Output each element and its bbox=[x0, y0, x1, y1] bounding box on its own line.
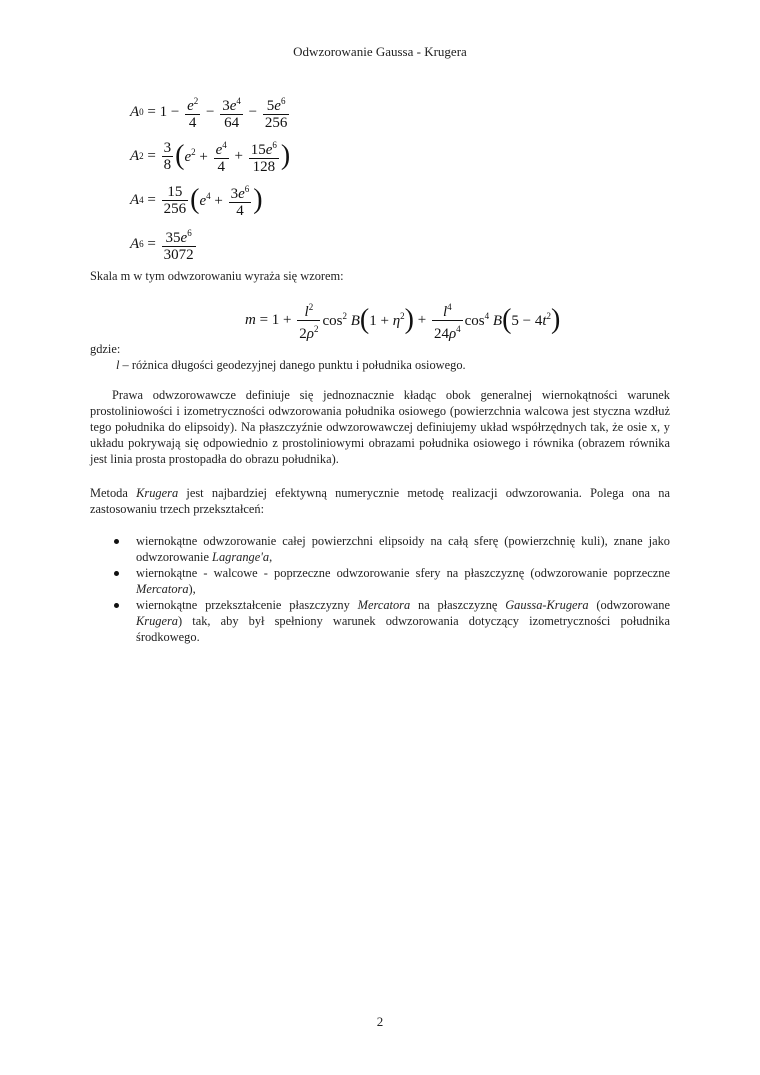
variable-l-definition: – różnica długości geodezyjnej danego punktu i południka osiowego. bbox=[119, 358, 466, 372]
eq-sub: 4 bbox=[139, 195, 144, 205]
item-italic: Krugera bbox=[136, 614, 178, 628]
paragraph-method bbox=[90, 485, 670, 517]
eq-lhs: A bbox=[130, 235, 140, 252]
item-text: na płaszczyznę bbox=[410, 598, 506, 612]
paragraph-definition: Prawa odwzorowawcze definiuje się jednoznacznie kładąc obok generalnej wiernokątności warunek prostoliniowości i izometryczności odwzorowania południka osiowego (powierzchnia walcowa jest styczna wzdłuż tego południka do elipsoidy). Na płaszczyźnie odwzorowawczej definiujemy układ współrzędnych tak, że osie x, y układu pokrywają się odpowiednio z prostoliniowymi obrazami południka osiowego i równika (obrazem równika jest linia prosta prostopadła do obrazu południka). bbox=[90, 388, 670, 466]
equation-A4: A 4 = $\frac{15}{256}$ ( $e^4$ + $\frac{3e^6}{4}$ ) bbox=[130, 178, 291, 222]
eq-lhs: A bbox=[130, 191, 140, 208]
variable-l: l bbox=[116, 358, 120, 372]
item-italic: Mercatora bbox=[136, 582, 189, 596]
item-text: wiernokątne - walcowe - poprzeczne odwzorowanie sfery na płaszczyznę (odwzorowanie poprzeczne bbox=[136, 566, 670, 580]
item-text: wiernokątne odwzorowanie całej powierzchni elipsoidy na całą sferę (powierzchnię kuli), znane jako odwzorowanie bbox=[136, 534, 670, 564]
list-item bbox=[90, 533, 670, 565]
item-text: , bbox=[269, 550, 273, 564]
equation-A2: A 2 = $\frac{3}{8}$ ( $e^2$ + $\frac{e^4}{4}$ + $\frac{15e^6}{128}$ ) bbox=[130, 134, 291, 178]
item-text: ), bbox=[188, 582, 196, 596]
bullet-icon bbox=[114, 539, 119, 544]
coefficients-block bbox=[130, 90, 291, 266]
bullet-icon bbox=[114, 603, 119, 608]
paragraph-method-start: Metoda bbox=[90, 486, 137, 500]
item-text: (odwzorowane bbox=[588, 598, 671, 612]
item-italic: Lagrange'a bbox=[212, 550, 270, 564]
bullet-icon bbox=[114, 571, 119, 576]
variable-definition bbox=[116, 357, 676, 373]
equation-A0: A 0 = 1 − $\frac{e^2}{4}$ − $\frac{3e^4}{64}$ − $\frac{5e^6}{256}$ bbox=[130, 90, 291, 134]
eq-sub: 0 bbox=[139, 107, 144, 117]
where-label: gdzie: bbox=[90, 342, 121, 356]
eq-sub: 2 bbox=[139, 151, 144, 161]
equation-A6: A 6 = $\frac{35e^6}{3072}$ bbox=[130, 222, 291, 266]
eq-lhs: A bbox=[130, 147, 140, 164]
item-italic: Mercatora bbox=[357, 598, 411, 612]
page-header: Odwzorowanie Gaussa - Krugera bbox=[293, 44, 467, 59]
list-item bbox=[90, 597, 670, 645]
krugera-name: Krugera bbox=[136, 486, 179, 500]
transformations-list bbox=[90, 533, 670, 645]
page-number: 2 bbox=[376, 1014, 384, 1029]
scale-equation: m = 1 + $\frac{l^2}{2\rho^2}$ $\cos^2 B$ ( $1 + \eta^2$ ) + $\frac{l^4}{24\rho^4}$ $\cos^4 B$ ( $5 - 4t^2$ ) bbox=[245, 300, 560, 340]
list-item bbox=[90, 565, 670, 597]
eq-lhs: A bbox=[130, 103, 140, 120]
paragraph-method-end: jest najbardziej efektywną numerycznie metodę realizacji odwzorowania. Polega ona na zastosowaniu trzech przekształceń: bbox=[90, 486, 670, 516]
scale-intro: Skala m w tym odwzorowaniu wyraża się wzorem: bbox=[90, 269, 344, 283]
eq-sub: 6 bbox=[139, 239, 144, 249]
item-text: wiernokątne przekształcenie płaszczyzny bbox=[136, 598, 358, 612]
item-text: ) tak, aby był spełniony warunek odwzorowania dotyczący izometryczności południka środkowego. bbox=[136, 614, 670, 644]
item-italic: Gaussa-Krugera bbox=[505, 598, 589, 612]
